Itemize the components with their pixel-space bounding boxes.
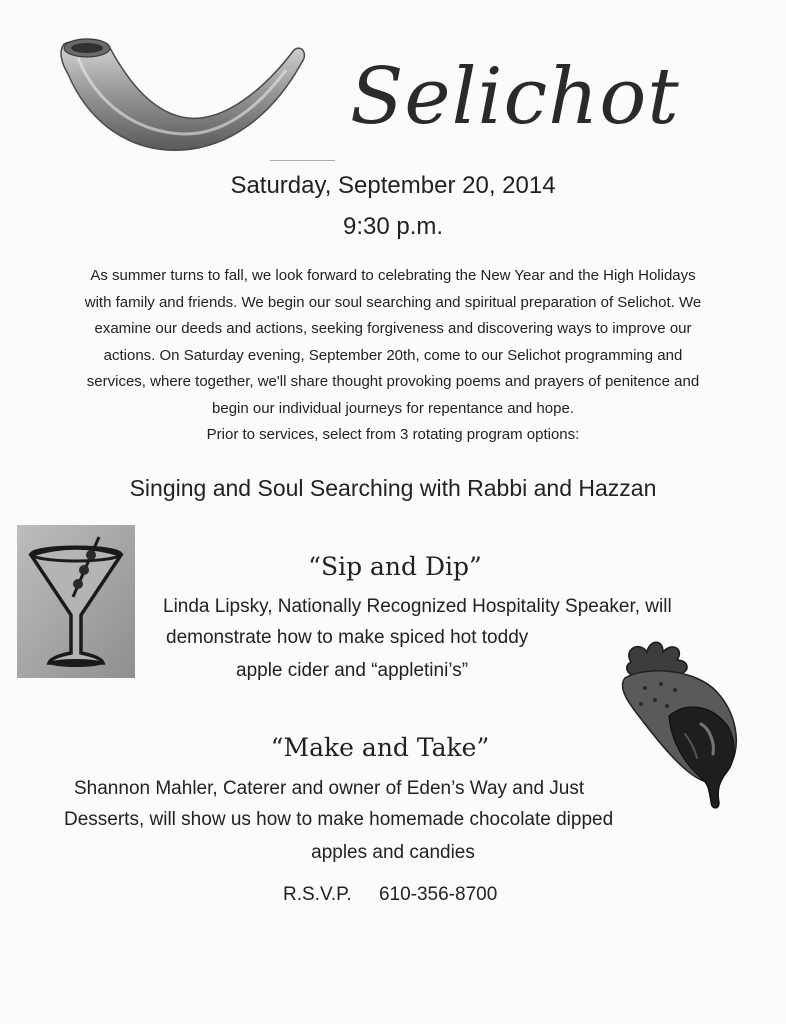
rsvp-label: R.S.V.P. [283,884,352,905]
program-sip-description-line: Linda Lipsky, Nationally Recognized Hospitality Speaker, will [163,596,672,617]
event-date: Saturday, September 20, 2014 [230,172,556,199]
intro-line: begin our individual journeys for repentance and hope. [212,399,574,417]
rsvp-line [283,884,497,906]
program-sip-title: “Sip and Dip” [308,552,482,581]
intro-line: examine our deeds and actions, seeking forgiveness and discovering ways to improve our [94,320,692,337]
intro-line: with family and friends. We begin our soul searching and spiritual preparation of Selichot. We [84,293,702,311]
intro-line: actions. On Saturday evening, September 20th, come to our Selichot programming and [103,346,683,364]
rsvp-phone-number: 610-356-8700 [378,884,498,905]
program-make-description-line: apples and candies [311,842,475,863]
martini-glass-image [17,525,135,678]
program-make-description-line: Shannon Mahler, Caterer and owner of Eden’s Way and Just [74,778,585,799]
program-singing-heading: Singing and Soul Searching with Rabbi and Hazzan [129,475,657,501]
program-make-title: “Make and Take” [270,733,490,762]
program-sip-description-line: apple cider and “appletini’s” [236,660,469,681]
flyer-title: Selichot [350,52,680,142]
program-make-description-line: Desserts, will show us how to make homemade chocolate dipped [64,809,614,830]
intro-line: As summer turns to fall, we look forward to celebrating the New Year and the High Holidays [90,267,696,284]
event-time: 9:30 p.m. [342,213,444,240]
program-sip-description-line: demonstrate how to make spiced hot toddy [166,627,529,648]
decorative-line [270,160,335,161]
intro-line: services, where together, we'll share thought provoking poems and prayers of penitence and [86,373,700,390]
shofar-image [58,36,306,154]
intro-paragraph [40,263,746,449]
intro-line: Prior to services, select from 3 rotating program options: [206,426,580,443]
